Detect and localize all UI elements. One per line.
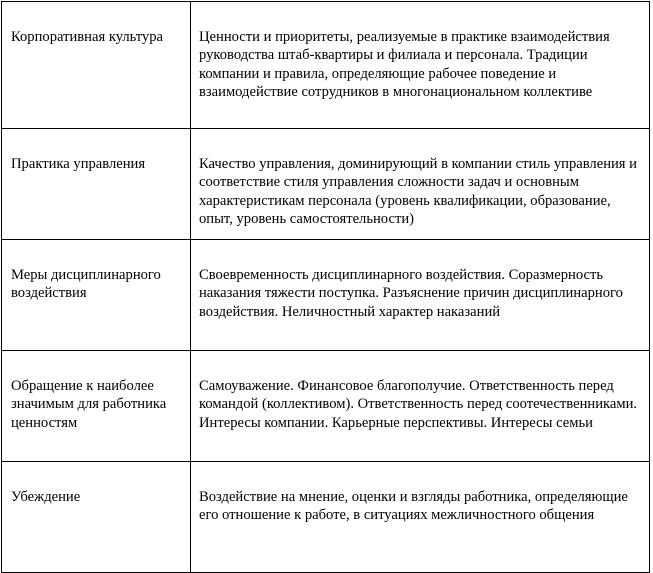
term-text: Обращение к наиболее значимым для работника ценностям <box>11 378 167 431</box>
factors-table <box>1 1 650 573</box>
term-cell <box>2 129 191 240</box>
term-cell <box>2 2 191 129</box>
description-text: Ценности и приоритеты, реализуемые в практике взаимодействия руководства штаб-квартиры и филиала и персонала. Традиции компании и правила, определяющие рабочее поведение и взаимодействие сотрудников в многонациональном коллективе <box>199 29 610 101</box>
table-row <box>2 351 650 462</box>
description-cell <box>191 462 650 573</box>
table-row <box>2 2 650 129</box>
term-cell <box>2 462 191 573</box>
term-text: Меры дисциплинарного воздействия <box>11 267 161 302</box>
term-text: Корпоративная культура <box>11 29 164 45</box>
table-row <box>2 462 650 573</box>
term-cell <box>2 351 191 462</box>
description-text: Качество управления, доминирующий в компании стиль управления и соответствие стиля управления сложности задач и основным характеристикам персонала (уровень квалификации, образование, опыт, уровень самостоятельности) <box>199 156 637 228</box>
table-row <box>2 240 650 351</box>
table-row <box>2 129 650 240</box>
description-cell <box>191 351 650 462</box>
description-text: Своевременность дисциплинарного воздействия. Соразмерность наказания тяжести поступка. Разъяснение причин дисциплинарного воздействия. Неличностный характер наказаний <box>199 267 623 320</box>
description-cell <box>191 2 650 129</box>
description-text: Самоуважение. Финансовое благополучие. Ответственность перед командой (коллективом). Ответственность перед соотечественниками. Интересы компании. Карьерные перспективы. Интересы семьи <box>199 378 638 431</box>
description-cell <box>191 240 650 351</box>
term-text: Убеждение <box>11 489 81 505</box>
term-cell <box>2 240 191 351</box>
description-cell <box>191 129 650 240</box>
term-text: Практика управления <box>11 156 146 172</box>
description-text: Воздействие на мнение, оценки и взгляды работника, определяющие его отношение к работе, в ситуациях межличностного общения <box>199 489 628 524</box>
